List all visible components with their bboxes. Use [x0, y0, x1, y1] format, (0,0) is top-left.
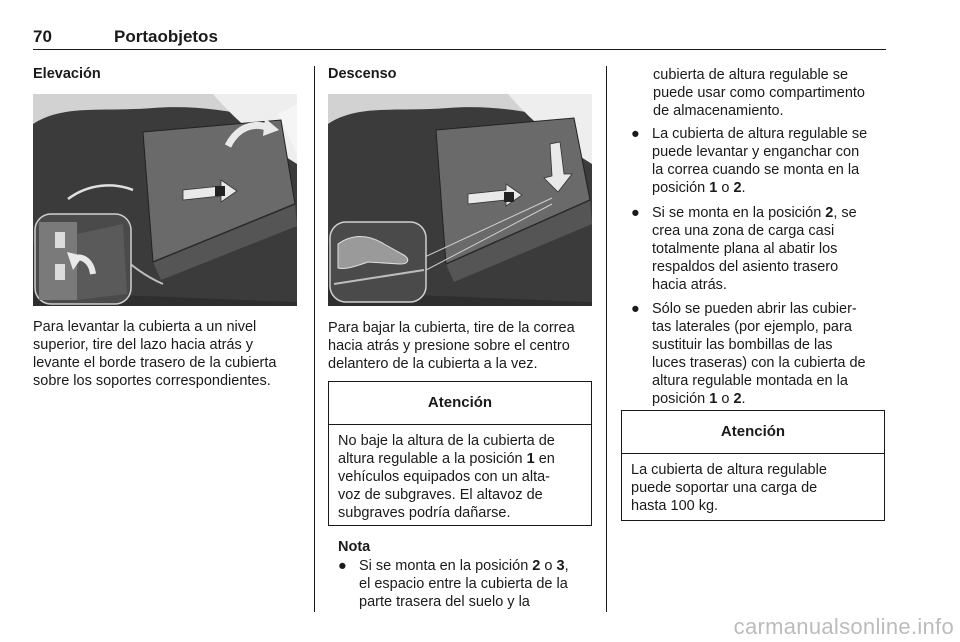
text-line: Para bajar la cubierta, tire de la correa — [328, 320, 575, 336]
attention-body — [622, 454, 884, 515]
text-line: vehículos equipados con un alta- — [338, 469, 551, 485]
attention-body — [329, 425, 591, 522]
figure-raise-cover — [33, 94, 297, 306]
text-line: de almacenamiento. — [653, 103, 784, 119]
bullet-icon: ● — [631, 205, 640, 221]
text-line: altura regulable a la posición 1 en — [338, 451, 555, 467]
nota-title: Nota — [338, 539, 371, 555]
text-line: hasta 100 kg. — [631, 498, 719, 514]
text-line: Para levantar la cubierta a un nivel — [33, 319, 257, 335]
text-line: puede usar como compartimento — [653, 85, 865, 101]
text-line: subgraves podría dañarse. — [338, 505, 511, 521]
bullet-icon: ● — [631, 126, 640, 142]
text-line: totalmente plana al abatir los — [652, 241, 838, 257]
text-line: posición 1 o 2. — [652, 180, 746, 196]
text-line: hacia atrás y presione sobre el centro — [328, 338, 570, 354]
text-line: parte trasera del suelo y la — [359, 594, 530, 610]
page-title: Portaobjetos — [114, 27, 218, 46]
text-line: hacia atrás. — [652, 277, 727, 293]
paragraph-continued — [653, 66, 893, 120]
column-divider-2 — [606, 66, 607, 612]
text-line: Sólo se pueden abrir las cubier- — [652, 301, 857, 317]
text-line: La cubierta de altura regulable se — [652, 126, 868, 142]
header-rule — [33, 49, 886, 50]
text-line: puede soportar una carga de — [631, 480, 818, 496]
text-line: el espacio entre la cubierta de la — [359, 576, 568, 592]
text-line: sustituir las bombillas de las — [652, 337, 833, 353]
text-line: puede levantar y enganchar con — [652, 144, 860, 160]
text-line: superior, tire del lazo hacia atrás y — [33, 337, 254, 353]
text-line: Si se monta en la posición 2, se — [652, 205, 857, 221]
attention-title: Atención — [329, 382, 591, 425]
text-line: voz de subgraves. El altavoz de — [338, 487, 543, 503]
paragraph-descenso — [328, 319, 598, 373]
column-divider-1 — [314, 66, 315, 612]
attention-title: Atención — [622, 411, 884, 454]
text-line: altura regulable montada en la — [652, 373, 848, 389]
text-line: posición 1 o 2. — [652, 391, 746, 407]
text-line: No baje la altura de la cubierta de — [338, 433, 555, 449]
text-line: cubierta de altura regulable se — [653, 67, 849, 83]
text-line: La cubierta de altura regulable — [631, 462, 827, 478]
text-line: tas laterales (por ejemplo, para — [652, 319, 852, 335]
figure-lower-cover — [328, 94, 592, 306]
section-heading-elevacion: Elevación — [33, 66, 101, 82]
text-line: sobre los soportes correspondientes. — [33, 373, 271, 389]
bullet-icon: ● — [631, 301, 640, 317]
text-line: levante el borde trasero de la cubierta — [33, 355, 277, 371]
text-line: Si se monta en la posición 2 o 3, — [359, 558, 569, 574]
attention-box — [328, 381, 592, 526]
section-heading-descenso: Descenso — [328, 66, 397, 82]
paragraph-elevacion — [33, 318, 303, 390]
text-line: respaldos del asiento trasero — [652, 259, 839, 275]
text-line: delantero de la cubierta a la vez. — [328, 356, 538, 372]
watermark: carmanualsonline.info — [733, 614, 954, 639]
text-line: crea una zona de carga casi — [652, 223, 835, 239]
bullet-icon: ● — [338, 558, 347, 574]
text-line: luces traseras) con la cubierta de — [652, 355, 866, 371]
text-line: la correa cuando se monta en la — [652, 162, 860, 178]
attention-box-2 — [621, 410, 885, 521]
page-number: 70 — [33, 27, 52, 46]
